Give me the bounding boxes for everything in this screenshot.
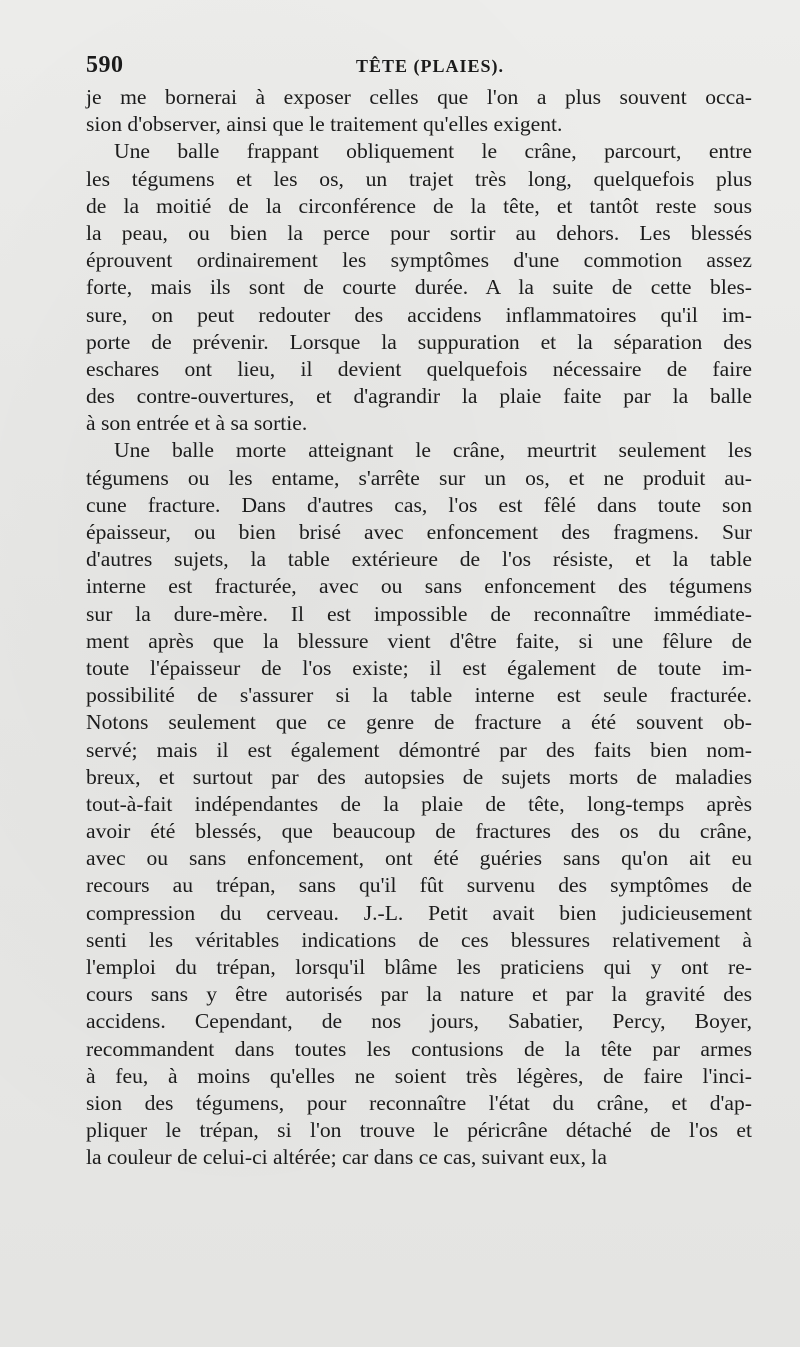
text-line: Une balle morte atteignant le crâne, meurtrit seulement les bbox=[114, 438, 752, 463]
text-line: tout-à-fait indépendantes de la plaie de tête, long-temps après bbox=[86, 791, 752, 816]
running-head: TÊTE (PLAIES). bbox=[356, 56, 505, 76]
paragraph bbox=[86, 437, 752, 1171]
text-line: Notons seulement que ce genre de fracture a été souvent ob- bbox=[86, 710, 752, 735]
text-line: sure, on peut redouter des accidens inflammatoires qu'il im- bbox=[86, 302, 752, 327]
text-line: la couleur de celui-ci altérée; car dans ce cas, suivant eux, la bbox=[86, 1145, 607, 1170]
text-line: servé; mais il est également démontré par des faits bien nom- bbox=[86, 737, 752, 762]
text-line: avoir été blessés, que beaucoup de fractures des os du crâne, bbox=[86, 819, 752, 844]
page-number: 590 bbox=[86, 52, 124, 78]
text-line: recours au trépan, sans qu'il fût survenu des symptômes de bbox=[86, 873, 752, 898]
text-line: des contre-ouvertures, et d'agrandir la plaie faite par la balle bbox=[86, 384, 752, 409]
text-line: sur la dure-mère. Il est impossible de reconnaître immédiate- bbox=[86, 601, 752, 626]
text-line: forte, mais ils sont de courte durée. A la suite de cette bles- bbox=[86, 275, 752, 300]
text-line: Une balle frappant obliquement le crâne, parcourt, entre bbox=[114, 139, 752, 164]
text-line: senti les véritables indications de ces blessures relativement à bbox=[86, 927, 752, 952]
text-line: ment après que la blessure vient d'être faite, si une fêlure de bbox=[86, 628, 752, 653]
text-line: interne est fracturée, avec ou sans enfoncement des tégumens bbox=[86, 574, 752, 599]
text-line: à feu, à moins qu'elles ne soient très légères, de faire l'inci- bbox=[86, 1063, 752, 1088]
text-line: porte de prévenir. Lorsque la suppuration et la séparation des bbox=[86, 329, 752, 354]
text-line: les tégumens et les os, un trajet très long, quelquefois plus bbox=[86, 166, 752, 191]
text-line: je me bornerai à exposer celles que l'on a plus souvent occa- bbox=[86, 85, 752, 109]
text-line: eschares ont lieu, il devient quelquefois nécessaire de faire bbox=[86, 356, 752, 381]
text-line: cours sans y être autorisés par la nature et par la gravité des bbox=[86, 982, 752, 1007]
text-line: tégumens ou les entame, s'arrête sur un os, et ne produit au- bbox=[86, 465, 752, 490]
text-line: sion des tégumens, pour reconnaître l'état du crâne, et d'ap- bbox=[86, 1090, 752, 1115]
text-line: avec ou sans enfoncement, ont été guéries sans qu'on ait eu bbox=[86, 846, 752, 871]
text-line: l'emploi du trépan, lorsqu'il blâme les praticiens qui y ont re- bbox=[86, 955, 752, 979]
text-line: d'autres sujets, la table extérieure de l'os résiste, et la table bbox=[86, 547, 752, 572]
text-line: breux, et surtout par des autopsies de sujets morts de maladies bbox=[86, 764, 752, 789]
text-line: épaisseur, ou bien brisé avec enfoncement des fragmens. Sur bbox=[86, 520, 752, 544]
paragraph bbox=[86, 138, 752, 437]
text-line: sion d'observer, ainsi que le traitement qu'elles exigent. bbox=[86, 112, 563, 137]
text-line: pliquer le trépan, si l'on trouve le péricrâne détaché de l'os et bbox=[86, 1118, 752, 1143]
text-line: de la moitié de la circonférence de la tête, et tantôt reste sous bbox=[86, 193, 752, 218]
text-line: toute l'épaisseur de l'os existe; il est également de toute im- bbox=[86, 655, 752, 680]
text-line: éprouvent ordinairement les symptômes d'une commotion assez bbox=[86, 248, 752, 273]
paragraph bbox=[86, 84, 752, 138]
text-line: la peau, ou bien la perce pour sortir au dehors. Les blessés bbox=[86, 220, 752, 245]
text-line: recommandent dans toutes les contusions de la tête par armes bbox=[86, 1036, 752, 1061]
text-line: à son entrée et à sa sortie. bbox=[86, 411, 308, 436]
text-line: possibilité de s'assurer si la table interne est seule fracturée. bbox=[86, 683, 752, 708]
body-text bbox=[86, 84, 752, 1172]
text-line: cune fracture. Dans d'autres cas, l'os est fêlé dans toute son bbox=[86, 492, 752, 517]
page-header bbox=[86, 52, 752, 82]
text-line: accidens. Cependant, de nos jours, Sabatier, Percy, Boyer, bbox=[86, 1009, 752, 1034]
text-line: compression du cerveau. J.-L. Petit avait bien judicieusement bbox=[86, 900, 752, 925]
